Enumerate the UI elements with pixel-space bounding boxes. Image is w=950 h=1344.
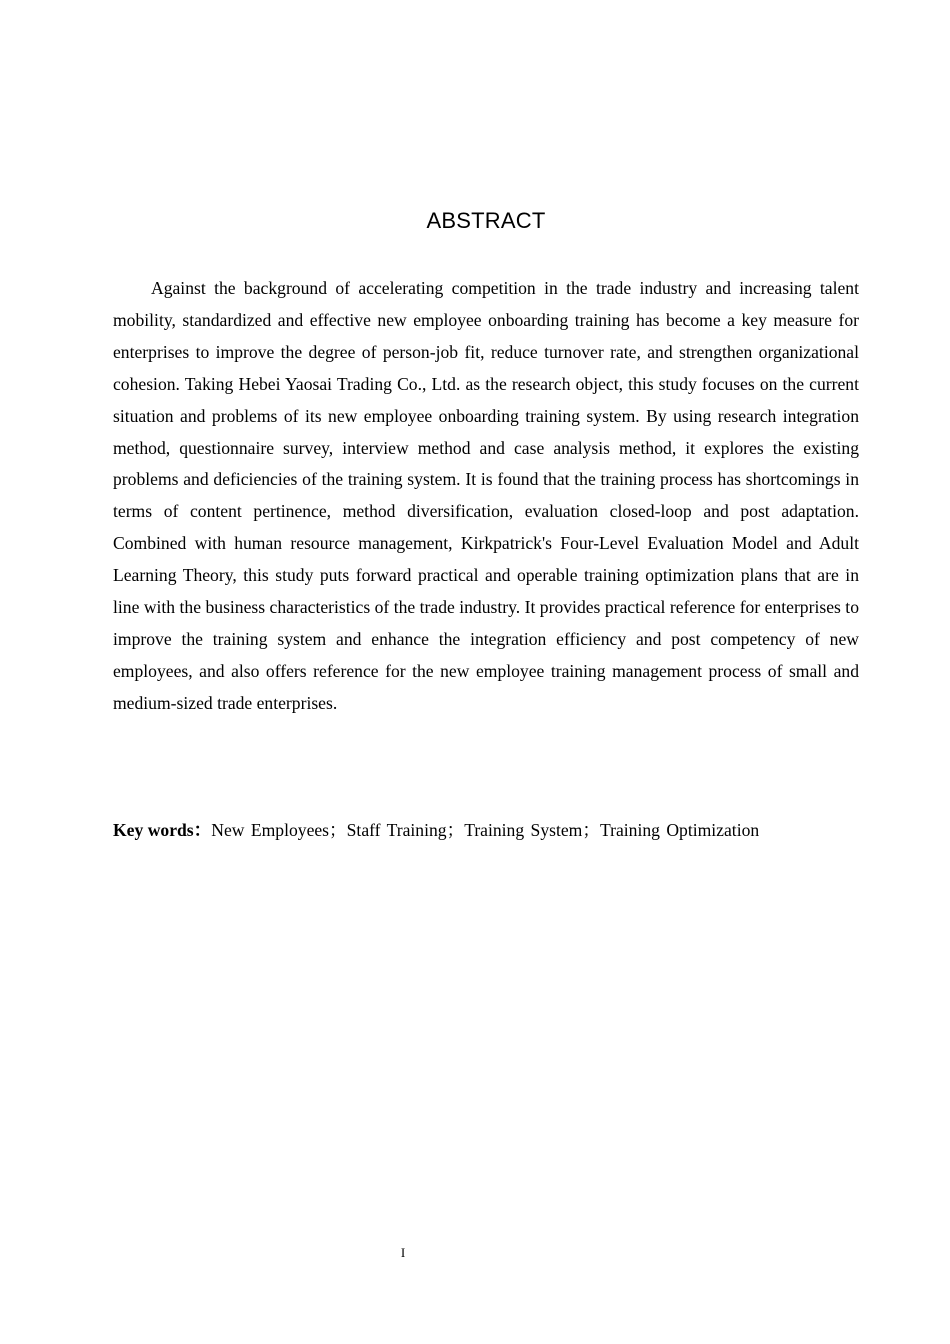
keyword-item: Training Optimization xyxy=(599,820,760,840)
abstract-body: Against the background of accelerating competition in the trade industry and increasing talent mobility, standardized and effective new employee onboarding training has become a key measure for enterprises to improve the degree of person-job fit, reduce turnover rate, and strengthen organizational cohesion. Taking Hebei Yaosai Trading Co., Ltd. as the research object, this study focuses on the current situation and problems of its new employee onboarding training system. By using research integration method, questionnaire survey, interview method and case analysis method, it explores the existing problems and deficiencies of the training system. It is found that the training process has shortcomings in terms of content pertinence, method diversification, evaluation closed-loop and post adaptation. Combined with human resource management, Kirkpatrick's Four-Level Evaluation Model and Adult Learning Theory, this study puts forward practical and operable training optimization plans that are in line with the business characteristics of the trade industry. It provides practical reference for enterprises to improve the training system and enhance the integration efficiency and post competency of new employees, and also offers reference for the new employee training management process of small and medium-sized trade enterprises. xyxy=(113,278,859,713)
keywords-line xyxy=(113,815,873,845)
keyword-item: New Employees xyxy=(211,820,330,840)
keywords-label: Key words： xyxy=(113,820,212,840)
keyword-item: Training System xyxy=(464,820,583,840)
keyword-separator: ； xyxy=(329,820,347,840)
keyword-separator: ； xyxy=(582,820,600,840)
keyword-separator: ； xyxy=(446,820,465,840)
page-number: I xyxy=(400,1245,406,1260)
keyword-item: Staff Training xyxy=(346,820,447,840)
abstract-title: ABSTRACT xyxy=(426,208,546,233)
